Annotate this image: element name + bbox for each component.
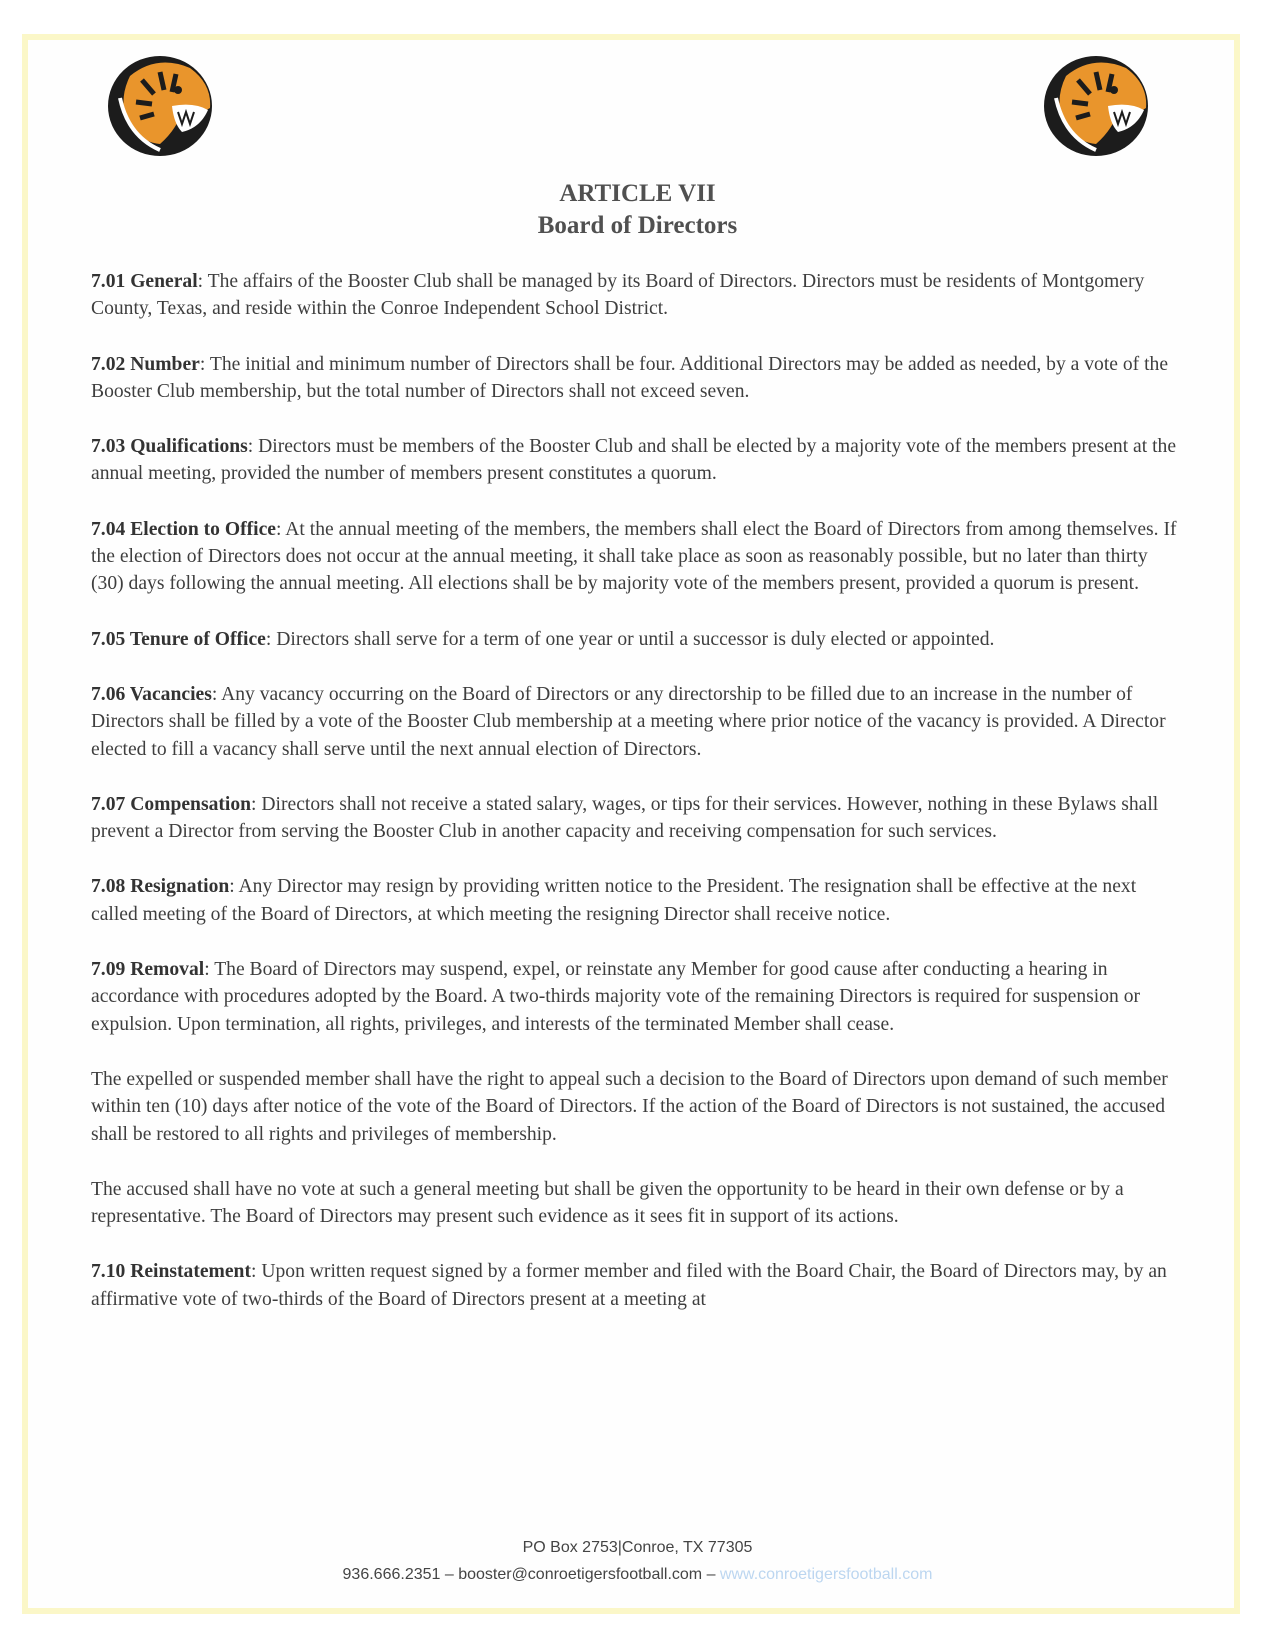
section-label: 7.07 Compensation [91,793,252,815]
footer-address: PO Box 2753|Conroe, TX 77305 [522,1539,753,1556]
section-text: : Upon written request signed by a former member and filed with the Board Chair, the Board of Directors may, by an affirmative vote of two-thirds of the Board of Directors present at a meeting at [91,1261,1167,1310]
article-number: ARTICLE VII [559,180,716,207]
section-label: 7.03 Qualifications [91,436,248,458]
section-label: 7.10 Reinstatement [91,1261,251,1283]
article-title: Board of Directors [537,212,738,239]
footer-website-link[interactable]: www.conroetigersfootball.com [719,1566,933,1583]
accused-paragraph [91,1176,1177,1231]
section-7-06 [91,681,1177,763]
footer-contact [0,1566,1275,1584]
section-7-09 [91,956,1177,1038]
section-text: : The Board of Directors may suspend, expel, or reinstate any Member for good cause after conducting a hearing in accordance with procedures adopted by the Board. A two-thirds majority vote of the remaining Directors is required for suspension or expulsion. Upon termination, all rights, privileges, and interests of the terminated Member shall cease. [91,959,1141,1035]
section-text: : The initial and minimum number of Directors shall be four. Additional Directors may be added as needed, by a vote of the Booster Club membership, but the total number of Directors shall not exceed seven. [91,353,1169,402]
section-7-02 [91,351,1177,406]
section-7-08 [91,873,1177,928]
tiger-logo-left [102,46,222,162]
section-7-04 [91,516,1177,598]
section-text: : Any vacancy occurring on the Board of Directors or any directorship to be filled due to an increase in the number of Directors shall be filled by a vote of the Booster Club membership at a meeting where prior notice of the vacancy is provided. A Director elected to fill a vacancy shall serve until the next annual election of Directors. [91,683,1166,760]
section-text: : Directors must be members of the Booster Club and shall be elected by a majority vote of the members present at the annual meeting, provided the number of members present constitutes a quorum. [91,436,1177,485]
section-label: 7.06 Vacancies [91,683,212,705]
section-text: : Any Director may resign by providing written notice to the President. The resignation shall be effective at the next called meeting of the Board of Directors, at which meeting the resigning Director shall receive notice. [91,876,1137,925]
bylaws-body [91,268,1177,1341]
section-text: The accused shall have no vote at such a general meeting but shall be given the opportunity to be heard in their own defense or by a representative. The Board of Directors may present such evidence as it sees fit in support of its actions. [91,1178,1124,1228]
section-label: 7.08 Resignation [91,876,230,898]
section-label: 7.02 Number [91,353,200,375]
section-text: : At the annual meeting of the members, the members shall elect the Board of Directors from among themselves. If the election of Directors does not occur at the annual meeting, it shall take place as soon as reasonably possible, but no later than thirty (30) days following the annual meeting. All elections shall be by majority vote of the members present, provided a quorum is present. [91,518,1177,595]
section-label: 7.09 Removal [91,959,205,981]
section-text: The expelled or suspended member shall have the right to appeal such a decision to the Board of Directors upon demand of such member within ten (10) days after notice of the vote of the Board of Directors. If the action of the Board of Directors is not sustained, the accused shall be restored to all rights and privileges of membership. [91,1068,1168,1145]
appeal-paragraph [91,1066,1177,1148]
section-7-07 [91,791,1177,846]
section-text: : The affairs of the Booster Club shall be managed by its Board of Directors. Directors must be residents of Montgomery County, Texas, and reside within the Conroe Independent School District. [91,271,1145,320]
section-7-10 [91,1258,1177,1313]
section-text: : Directors shall not receive a stated salary, wages, or tips for their services. However, nothing in these Bylaws shall prevent a Director from serving the Booster Club in another capacity and receiving compensation for such services. [91,793,1159,843]
section-7-01 [91,268,1177,323]
section-7-03 [91,433,1177,488]
footer-phone-email: 936.666.2351 – booster@conroetigersfootball.com – [342,1566,720,1583]
section-text: : Directors shall serve for a term of one year or until a successor is duly elected or appointed. [265,628,995,650]
section-7-05 [91,626,1177,653]
section-label: 7.05 Tenure of Office [91,628,266,650]
section-label: 7.01 General [91,271,198,292]
section-label: 7.04 Election to Office [91,518,277,540]
tiger-logo-right [1038,46,1158,162]
